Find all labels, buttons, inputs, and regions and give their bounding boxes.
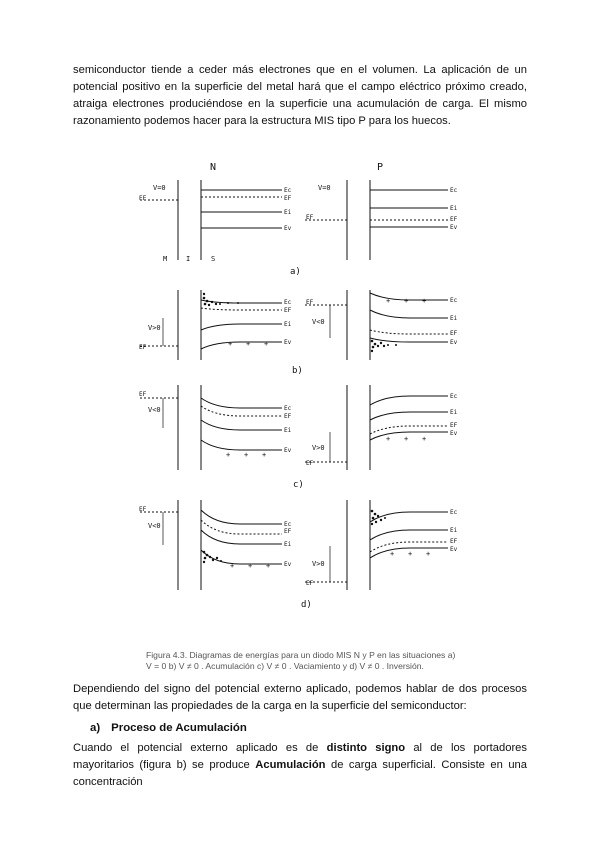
row-d-n-v-label: V<0 [148, 522, 161, 530]
row-b-p-v-label: V<0 [312, 318, 325, 326]
row-b-label: b) [292, 366, 303, 376]
row-d-n-ec: Ec [284, 521, 292, 528]
row-b-n-ef: EF [284, 307, 292, 314]
heading-letter: a) [90, 722, 101, 734]
diagram-row-c [139, 385, 458, 490]
row-c-p-ef-left: EF [306, 460, 314, 467]
row-d-n-ef-left: EF [139, 506, 147, 513]
row-c-n-ef-left: EF [139, 391, 147, 398]
row-a-n-ef-left: EF [139, 195, 147, 202]
svg-text:+: + [422, 435, 427, 443]
figure-title-p: P [377, 162, 384, 173]
row-b-n-ec: Ec [284, 299, 292, 306]
caption-line-2: V = 0 b) V ≠ 0 . Acumulación c) V ≠ 0 . Vaciamiento y d) V ≠ 0 . Inversión. [146, 661, 424, 671]
row-c-n-ec: Ec [284, 405, 292, 412]
row-d-p-ef-left: EF [306, 580, 314, 587]
caption-line-1: Figura 4.3. Diagramas de energías para un diodo MIS N y P en las situaciones a) [146, 650, 456, 660]
row-b-p-ev: Ev [450, 339, 458, 346]
row-d-p-ec: Ec [450, 509, 458, 516]
row-b-n-ei: Ei [284, 321, 292, 328]
svg-text:+: + [390, 550, 395, 558]
paragraph-processes: Dependiendo del signo del potencial externo aplicado, podemos hablar de dos procesos que determinan las propiedades de la carga en la superficie del semiconductor: [73, 683, 527, 712]
svg-text:+: + [386, 435, 391, 443]
row-a-p-ef: EF [450, 216, 458, 223]
paragraph-accumulation [73, 740, 527, 791]
heading-title: Proceso de Acumulación [111, 722, 247, 734]
row-d-n-ei: Ei [284, 541, 292, 548]
row-c-p-ei: Ei [450, 409, 458, 416]
row-b-p-ec: Ec [450, 297, 458, 304]
row-b-n-ev: Ev [284, 339, 292, 346]
row-d-p-ev: Ev [450, 546, 458, 553]
row-c-p-ev: Ev [450, 430, 458, 437]
region-label-m: M [163, 255, 168, 263]
row-c-p-v-label: V>0 [312, 444, 325, 452]
diagram-row-d [139, 500, 458, 610]
svg-text:+: + [386, 297, 391, 305]
svg-text:+: + [246, 340, 251, 348]
p3-text-1: Cuando el potencial externo aplicado es de [73, 742, 327, 754]
p3-bold-distinto-signo: distinto signo [326, 742, 406, 754]
svg-text:+: + [262, 451, 267, 459]
row-c-n-v-label: V<0 [148, 406, 161, 414]
row-d-p-ef: EF [450, 538, 458, 545]
row-a-n-ec: Ec [284, 187, 292, 194]
diagram-row-a [139, 180, 458, 277]
row-b-n-v-label: V>0 [148, 324, 161, 332]
row-b-n-ef-left: EF [139, 344, 147, 351]
row-c-label: c) [293, 480, 304, 490]
svg-text:+: + [230, 562, 235, 570]
row-a-p-v-label: V=0 [318, 184, 331, 192]
p3-bold-acumulacion: Acumulación [255, 759, 326, 771]
row-a-n-ev: Ev [284, 225, 292, 232]
row-c-n-ef: EF [284, 413, 292, 420]
row-a-label: a) [290, 267, 301, 277]
svg-text:+: + [422, 297, 427, 305]
row-c-n-ei: Ei [284, 427, 292, 434]
row-a-p-ef-left: EF [306, 214, 314, 221]
p3-text-3: de carga superficial. Consiste en una concentración [73, 759, 527, 788]
row-d-p-ei: Ei [450, 527, 458, 534]
row-a-p-ec: Ec [450, 187, 458, 194]
row-b-p-ef-left: EF [306, 299, 314, 306]
row-b-p-ei: Ei [450, 315, 458, 322]
region-label-s: S [211, 255, 216, 263]
figure-caption [146, 650, 464, 672]
row-c-p-ec: Ec [450, 393, 458, 400]
row-a-p-ev: Ev [450, 224, 458, 231]
svg-text:+: + [264, 340, 269, 348]
figure-title-n: N [210, 162, 217, 173]
region-label-i: I [186, 255, 191, 263]
row-d-label: d) [301, 600, 312, 610]
row-d-n-ef: EF [284, 528, 292, 535]
row-a-n-ef: EF [284, 195, 292, 202]
row-d-n-ev: Ev [284, 561, 292, 568]
row-c-p-ef: EF [450, 422, 458, 429]
row-c-n-ev: Ev [284, 447, 292, 454]
diagram-row-b [139, 290, 458, 376]
svg-text:+: + [408, 550, 413, 558]
svg-text:+: + [228, 340, 233, 348]
svg-text:+: + [248, 562, 253, 570]
row-a-p-ei: Ei [450, 205, 458, 212]
row-a-n-v-label: V=0 [153, 184, 166, 192]
svg-text:+: + [226, 451, 231, 459]
row-d-p-v-label: V>0 [312, 560, 325, 568]
row-b-p-ef: EF [450, 330, 458, 337]
svg-text:+: + [404, 297, 409, 305]
row-a-n-ei: Ei [284, 209, 292, 216]
svg-text:+: + [426, 550, 431, 558]
svg-text:+: + [404, 435, 409, 443]
p3-text-2: al de los portadores mayoritarios (figura b) se produce [73, 742, 527, 771]
paragraph-intro: semiconductor tiende a ceder más electrones que en el volumen. La aplicación de un potencial positivo en la superficie del metal hará que el campo eléctrico próximo creado, atraiga electrones produciéndose en la superficie una acumulación de carga. El mismo razonamiento podemos hacer para la estructura MIS tipo P para los huecos. [73, 64, 527, 127]
svg-text:+: + [266, 562, 271, 570]
section-heading-accumulation [90, 722, 247, 734]
svg-text:+: + [244, 451, 249, 459]
